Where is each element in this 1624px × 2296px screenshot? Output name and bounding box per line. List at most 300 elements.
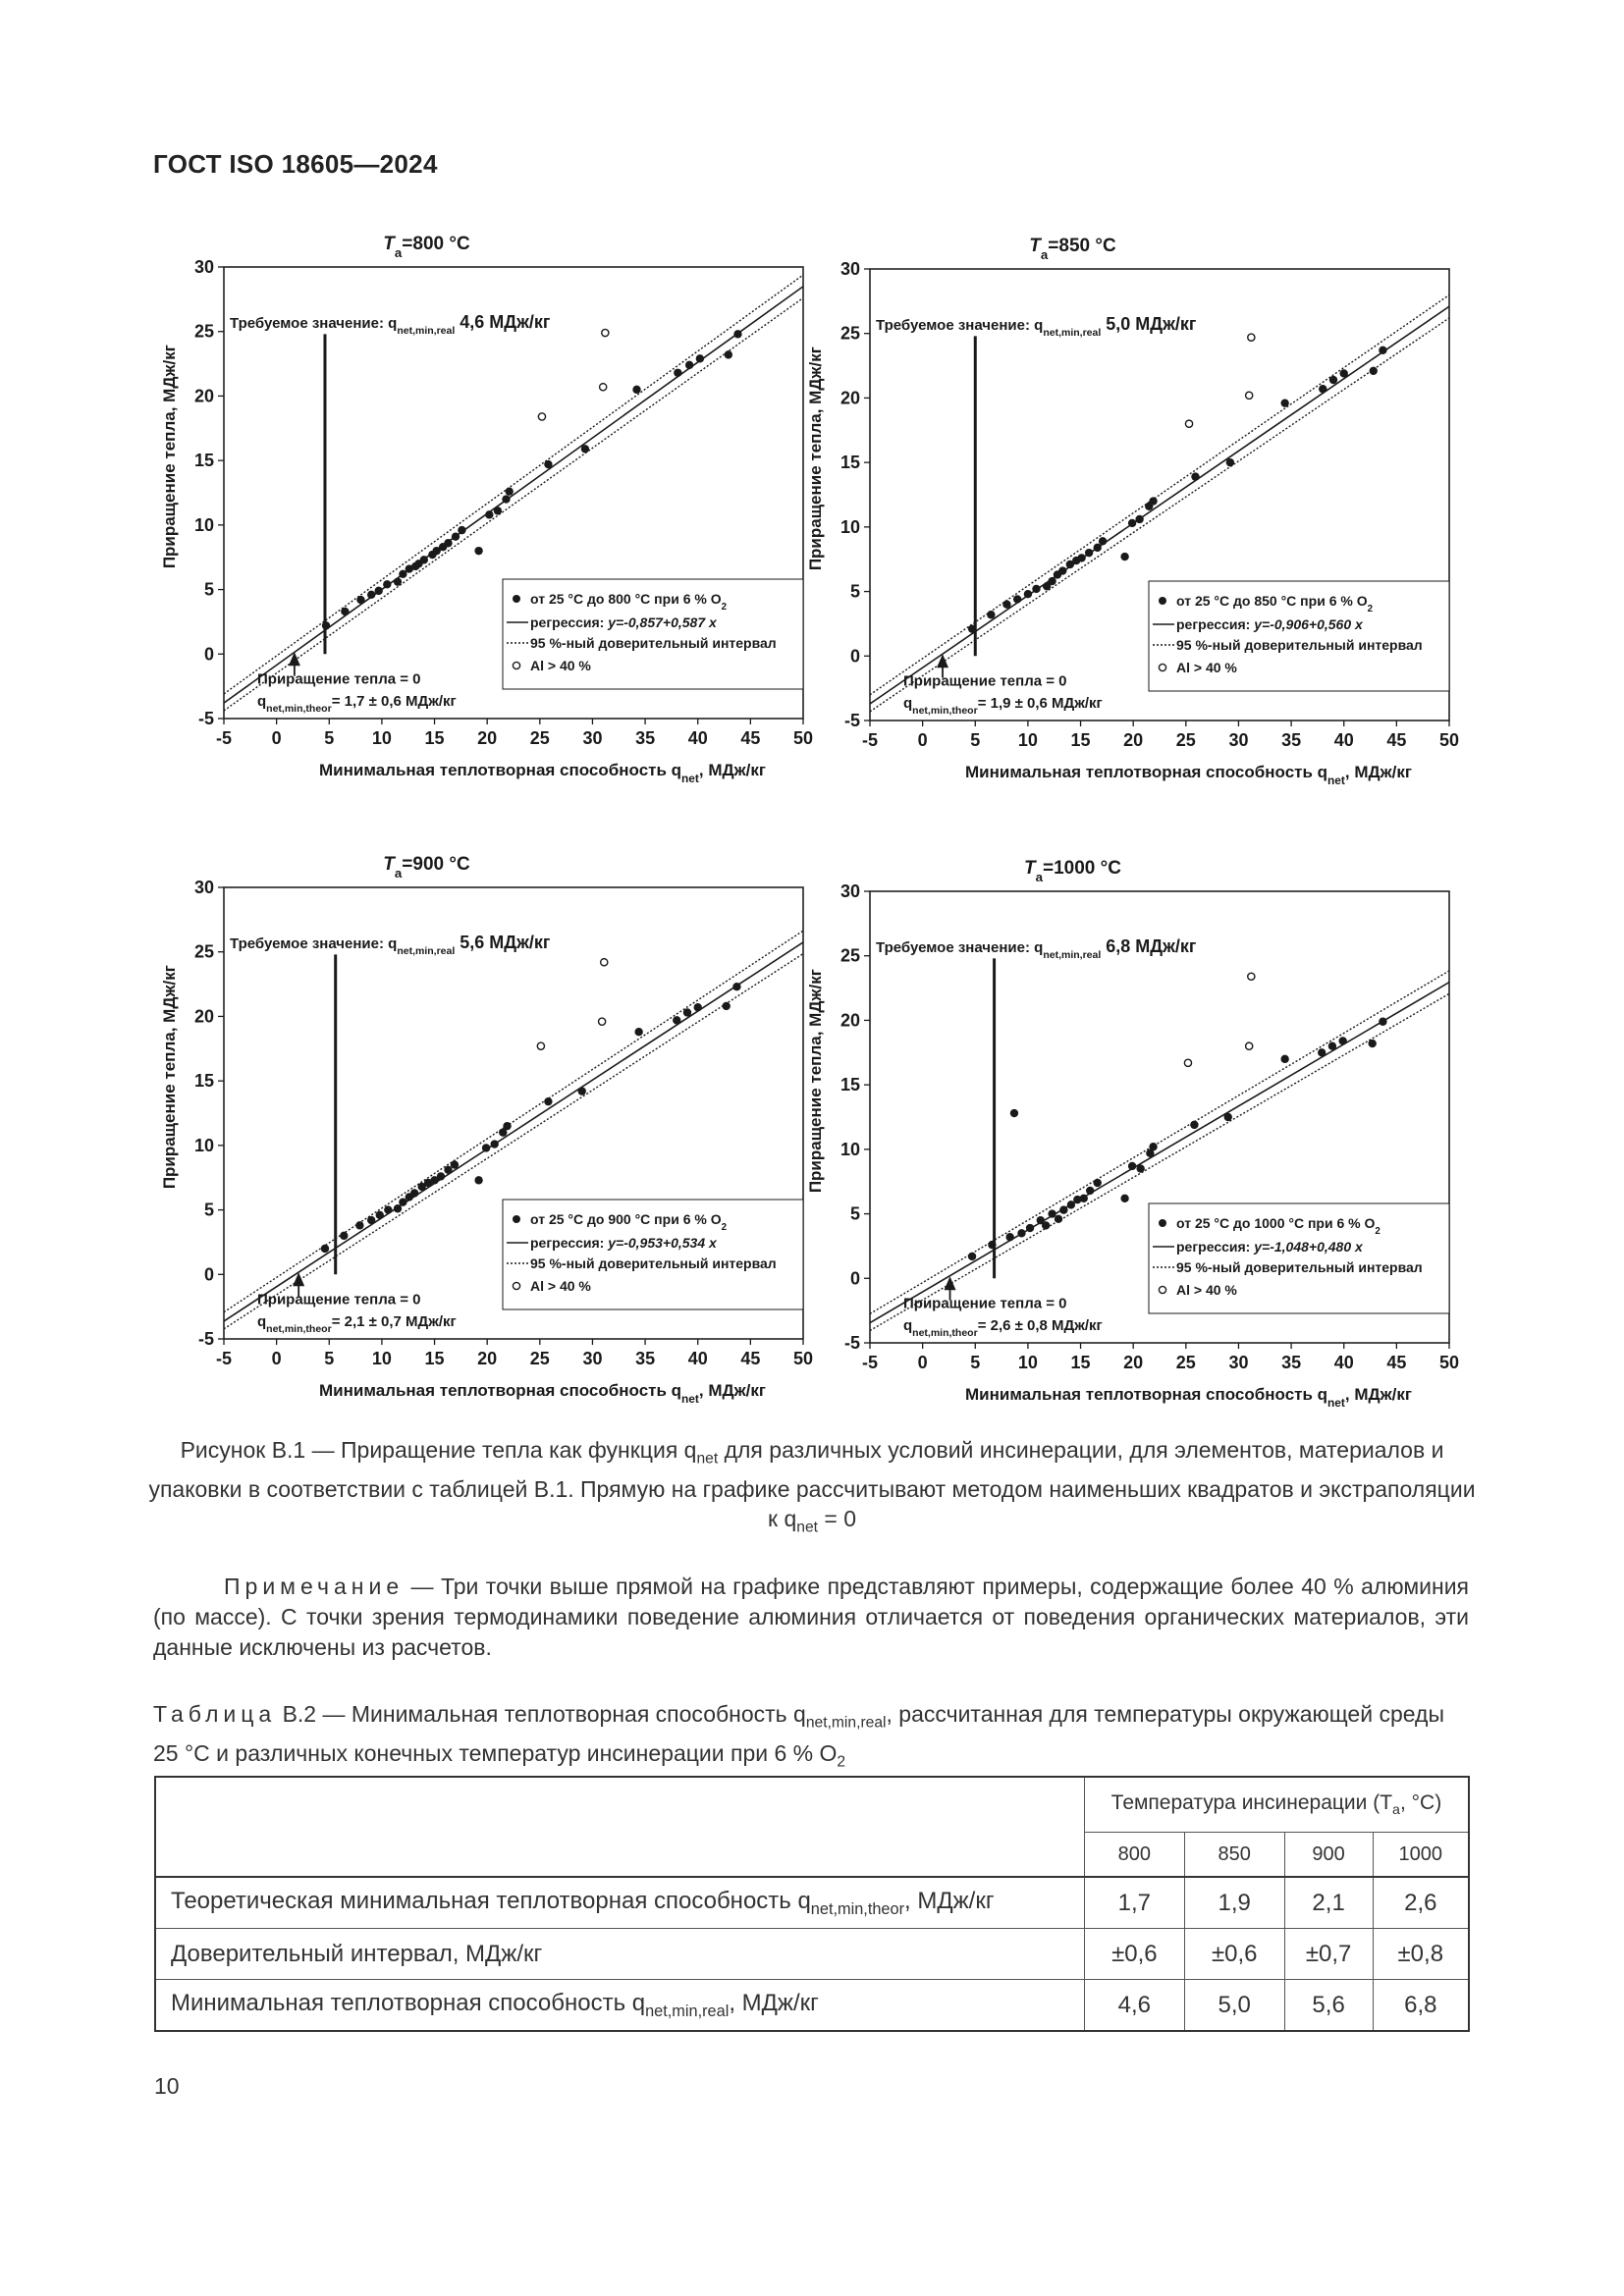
caption-part3: = 0 (817, 1505, 856, 1531)
chart-title-t: T (1029, 236, 1041, 256)
data-point (437, 1172, 445, 1180)
data-point (1319, 385, 1326, 393)
x-axis-label-text: Минимальная теплотворная способность q (965, 1385, 1328, 1404)
y-axis-label: Приращение тепла, МДж/кг (806, 969, 825, 1194)
data-point (968, 624, 976, 632)
required-sub: net,min,real (397, 944, 456, 957)
theor-text: = 1,7 ± 0,6 МДж/кг (331, 692, 457, 710)
data-point (1149, 497, 1157, 505)
required-value-label (876, 314, 1197, 339)
legend-regression-eq: y=-0,953+0,534 x (608, 1235, 717, 1251)
data-point (1368, 1040, 1376, 1047)
legend-regression-label (530, 1235, 718, 1251)
al-data-point (1248, 334, 1255, 341)
legend-al-marker (1159, 1286, 1165, 1293)
data-point (503, 1122, 511, 1130)
data-point (482, 1144, 490, 1151)
data-point (1120, 553, 1128, 561)
data-point (1013, 595, 1021, 603)
required-value-label (230, 312, 551, 337)
chart-svg-800 (157, 226, 844, 805)
x-axis-label-unit: , МДж/кг (1344, 1385, 1412, 1404)
al-data-point (602, 329, 609, 336)
data-point (694, 1003, 702, 1011)
data-point (1329, 376, 1337, 384)
x-tick-label: 35 (1281, 1353, 1302, 1372)
data-point (384, 1205, 392, 1213)
table-empty-header (155, 1777, 1084, 1877)
legend-points-text: от 25 °C до 850 °C при 6 % O (1176, 593, 1368, 609)
x-tick-label: 15 (424, 1349, 445, 1368)
y-tick-label: -5 (197, 1329, 214, 1349)
x-tick-label: 20 (1123, 730, 1144, 750)
data-point (544, 1097, 552, 1105)
data-point (1024, 590, 1032, 598)
required-prefix: Требуемое значение: q (876, 316, 1044, 334)
theor-label (903, 695, 1103, 717)
x-tick-label: 35 (1281, 730, 1302, 750)
x-tick-label: 50 (1438, 730, 1460, 750)
x-axis-label-unit: , МДж/кг (1344, 763, 1412, 781)
table-temperature-header (1084, 1777, 1469, 1833)
y-tick-label: 20 (839, 1010, 860, 1031)
note-label: Примечание (224, 1574, 405, 1599)
legend-point-marker (1159, 1219, 1166, 1227)
x-tick-label: 20 (477, 728, 498, 748)
y-axis-label: Приращение тепла, МДж/кг (806, 347, 825, 571)
x-tick-label: 50 (792, 728, 814, 748)
theor-prefix: q (257, 692, 267, 710)
legend-points-text: от 25 °C до 1000 °C при 6 % O (1176, 1215, 1376, 1231)
y-tick-label: 10 (193, 1135, 214, 1155)
x-axis-label (965, 763, 1412, 787)
data-point (341, 608, 349, 615)
legend-points-sub: 2 (1375, 1225, 1380, 1237)
legend-ci-label: 95 %-ный доверительный интервал (530, 635, 777, 651)
data-point (394, 1204, 402, 1212)
table-cell: 4,6 (1084, 1980, 1184, 2032)
table-caption-label: Таблица (153, 1701, 277, 1727)
legend-al-marker (1159, 664, 1165, 670)
data-point (1370, 367, 1378, 375)
y-tick-label: 5 (203, 579, 214, 600)
chart-title (383, 854, 470, 881)
data-point (374, 587, 382, 595)
table-cell: 1,7 (1084, 1877, 1184, 1929)
x-tick-label: 50 (1438, 1353, 1460, 1372)
x-tick-label: -5 (861, 730, 879, 750)
legend-points-sub: 2 (721, 1221, 728, 1233)
table-caption-sub1: net,min,real (805, 1714, 887, 1732)
data-point (1058, 566, 1066, 574)
data-point (321, 1245, 329, 1253)
data-point (322, 621, 330, 629)
data-point (683, 1008, 691, 1016)
caption-part2: для различных условий инсинерации, для элементов, материалов и упаковки в соответствии с таблицей B.1. Прямую на графике рассчитывают методом наименьших квадратов и экстраполяции к q (148, 1437, 1476, 1531)
legend-regression-label (530, 614, 718, 630)
x-tick-label: 20 (1123, 1353, 1144, 1372)
x-tick-label: 25 (529, 1349, 550, 1368)
legend-regression-prefix: регрессия: (530, 1235, 609, 1251)
x-tick-label: 0 (917, 1353, 928, 1372)
x-tick-label: -5 (861, 1353, 879, 1372)
x-axis-label (965, 1385, 1412, 1410)
x-tick-label: 50 (792, 1349, 814, 1368)
x-tick-label: 15 (1070, 730, 1091, 750)
table-cell: ±0,8 (1373, 1929, 1469, 1980)
table-cell: ±0,6 (1184, 1929, 1284, 1980)
data-point (1026, 1224, 1034, 1232)
y-tick-label: -5 (843, 711, 860, 730)
data-point (685, 361, 693, 369)
data-point (1318, 1048, 1326, 1056)
data-point (725, 350, 732, 358)
y-tick-label: 15 (193, 451, 214, 471)
x-tick-label: 0 (917, 730, 928, 750)
data-point (502, 495, 510, 503)
legend-al-marker (513, 1282, 519, 1289)
data-point (1032, 585, 1040, 593)
row-label-text: Минимальная теплотворная способность q (171, 1989, 646, 2016)
data-point (1017, 1229, 1025, 1237)
required-sub: net,min,real (1043, 948, 1102, 961)
x-tick-label: 45 (740, 728, 761, 748)
x-tick-label: 30 (1228, 1353, 1249, 1372)
data-point (506, 487, 514, 495)
theor-label (903, 1317, 1103, 1339)
page-number: 10 (154, 2073, 180, 2099)
document-header: ГОСТ ISO 18605—2024 (153, 149, 438, 179)
th-sub: a (1392, 1802, 1400, 1819)
y-tick-label: 30 (193, 257, 214, 277)
y-tick-label: 20 (193, 386, 214, 406)
legend-points-sub: 2 (1367, 603, 1374, 614)
data-point (968, 1253, 976, 1260)
y-tick-label: 25 (193, 321, 214, 342)
x-tick-label: 10 (1017, 730, 1038, 750)
table-caption-part2: , рассчитанная для температуры окружающей среды 25 °C и различных конечных температур инсинерации при 6 % O (153, 1701, 1444, 1766)
row-label (155, 1929, 1084, 1980)
data-point (1338, 1037, 1346, 1044)
data-point (634, 1028, 642, 1036)
y-tick-label: 0 (203, 1264, 214, 1285)
x-tick-label: 25 (529, 728, 550, 748)
chart-800 (157, 226, 844, 805)
data-point (1379, 347, 1386, 354)
x-tick-label: 5 (970, 1353, 981, 1372)
data-point (494, 507, 502, 514)
data-point (1226, 458, 1234, 466)
y-axis-label: Приращение тепла, МДж/кг (160, 345, 179, 569)
table-temp-800: 800 (1084, 1833, 1184, 1878)
data-point (452, 532, 460, 540)
legend-al-label: Al > 40 % (530, 1278, 591, 1294)
y-tick-label: 25 (193, 941, 214, 962)
x-tick-label: -5 (215, 728, 233, 748)
x-tick-label: 20 (477, 1349, 498, 1368)
legend-al-label: Al > 40 % (530, 658, 591, 673)
x-tick-label: 10 (371, 728, 392, 748)
data-point (1128, 1162, 1136, 1170)
y-tick-label: 5 (849, 1203, 860, 1224)
theor-text: = 2,1 ± 0,7 МДж/кг (331, 1312, 457, 1330)
y-tick-label: 0 (849, 646, 860, 667)
data-point (581, 445, 589, 453)
x-tick-label: 10 (371, 1349, 392, 1368)
chart-900 (157, 846, 844, 1425)
legend-regression-prefix: регрессия: (1176, 1239, 1255, 1255)
table-row (155, 1980, 1469, 2032)
y-tick-label: 30 (839, 881, 860, 901)
table-caption-part1: B.2 — Минимальная теплотворная способность q (276, 1701, 806, 1727)
data-point (1042, 1221, 1050, 1229)
x-tick-label: 30 (582, 1349, 603, 1368)
data-point (1048, 577, 1056, 585)
chart-title-rest: =850 °C (1048, 236, 1116, 256)
chart-850 (803, 228, 1490, 807)
data-point (696, 354, 704, 362)
al-data-point (1246, 392, 1253, 399)
x-axis-label-text: Минимальная теплотворная способность q (965, 763, 1328, 781)
chart-title-rest: =900 °C (402, 854, 470, 875)
data-point (1135, 515, 1143, 523)
chart-title-t: T (383, 854, 395, 875)
chart-title (383, 234, 470, 260)
legend-regression-prefix: регрессия: (1176, 616, 1255, 632)
y-tick-label: 0 (203, 644, 214, 665)
data-point (733, 330, 741, 338)
theor-label (257, 693, 457, 715)
table-temp-1000: 1000 (1373, 1833, 1469, 1878)
required-prefix: Требуемое значение: q (230, 314, 398, 332)
y-tick-label: 0 (849, 1268, 860, 1289)
y-tick-label: 10 (839, 1139, 860, 1159)
x-tick-label: 40 (687, 728, 708, 748)
data-point (1085, 549, 1093, 557)
legend-regression-eq: y=-0,906+0,560 x (1254, 616, 1363, 632)
x-axis-label (319, 1381, 766, 1406)
x-axis-label-sub: net (681, 772, 699, 785)
note-text: — Три точки выше прямой на графике представляют примеры, содержащие более 40 % алюминия (по массе). С точки зрения термодинамики поведение алюминия отличается от поведения органических материалов, эти данные исключены из расчетов. (153, 1574, 1469, 1660)
table-temp-850: 850 (1184, 1833, 1284, 1878)
chart-title (1024, 858, 1121, 884)
th-prefix: Температура инсинерации (T (1110, 1790, 1393, 1814)
data-point (1086, 1187, 1094, 1195)
x-axis-label-unit: , МДж/кг (698, 761, 766, 779)
data-point (1136, 1164, 1144, 1172)
data-point (367, 1216, 375, 1224)
data-point (340, 1232, 348, 1240)
theor-text: = 1,9 ± 0,6 МДж/кг (977, 694, 1103, 712)
theor-sub: net,min,theor (912, 1326, 978, 1339)
chart-title-t: T (383, 234, 395, 254)
results-table (154, 1776, 1470, 2032)
chart-title-t: T (1024, 858, 1036, 879)
x-axis-label-sub: net (681, 1392, 699, 1406)
y-tick-label: 20 (839, 388, 860, 408)
data-point (1010, 1109, 1018, 1117)
theor-sub: net,min,theor (912, 704, 978, 717)
table-cell: ±0,7 (1284, 1929, 1373, 1980)
row-label-text: Доверительный интервал, МДж/кг (171, 1940, 543, 1967)
x-tick-label: 45 (740, 1349, 761, 1368)
al-data-point (1185, 420, 1192, 427)
y-tick-label: 10 (839, 516, 860, 537)
y-tick-label: 5 (203, 1200, 214, 1220)
row-label-sub: net,min,theor (810, 1899, 905, 1918)
data-point (474, 547, 482, 555)
required-text: 5,6 МДж/кг (455, 932, 551, 952)
data-point (1328, 1042, 1336, 1050)
required-value-label (230, 933, 551, 957)
required-prefix: Требуемое значение: q (230, 934, 398, 952)
data-point (376, 1211, 384, 1219)
y-tick-label: 25 (839, 323, 860, 344)
table-cell: 1,9 (1184, 1877, 1284, 1929)
caption-sub2: net (796, 1519, 818, 1536)
table-cell: 5,6 (1284, 1980, 1373, 2032)
al-data-point (601, 959, 608, 966)
x-tick-label: 5 (324, 728, 335, 748)
chart-1000 (803, 850, 1490, 1429)
y-tick-label: 20 (193, 1006, 214, 1027)
y-tick-label: 30 (839, 259, 860, 279)
al-data-point (599, 1018, 606, 1025)
chart-title-rest: =800 °C (402, 234, 470, 254)
data-point (1005, 1233, 1013, 1241)
y-tick-label: 25 (839, 945, 860, 966)
legend-ci-label: 95 %-ный доверительный интервал (1176, 1259, 1423, 1275)
legend-ci-label: 95 %-ный доверительный интервал (1176, 637, 1423, 653)
x-tick-label: 15 (424, 728, 445, 748)
legend-regression-label (1176, 616, 1364, 632)
data-point (410, 1189, 418, 1197)
data-point (444, 539, 452, 547)
data-point (732, 983, 740, 990)
data-point (1149, 1143, 1157, 1150)
data-point (1080, 1195, 1088, 1202)
x-tick-label: 0 (271, 1349, 282, 1368)
data-point (485, 510, 493, 518)
data-point (1379, 1018, 1386, 1026)
x-tick-label: 0 (271, 728, 282, 748)
x-tick-label: 5 (324, 1349, 335, 1368)
theor-label (257, 1313, 457, 1335)
data-point (355, 1221, 363, 1229)
chart-title (1029, 236, 1116, 262)
data-point (722, 1002, 730, 1010)
y-axis-label: Приращение тепла, МДж/кг (160, 965, 179, 1190)
zero-heat-label: Приращение тепла = 0 (903, 672, 1067, 690)
data-point (1191, 472, 1199, 480)
figure-caption (147, 1435, 1477, 1542)
chart-title-sub: a (394, 244, 403, 260)
theor-arrow-head (289, 652, 300, 666)
table-row (155, 1929, 1469, 1980)
data-point (1002, 601, 1010, 609)
required-text: 5,0 МДж/кг (1101, 313, 1197, 334)
x-tick-label: 5 (970, 730, 981, 750)
data-point (1094, 1179, 1102, 1187)
table-caption-sub2: 2 (837, 1753, 846, 1771)
zero-heat-label: Приращение тепла = 0 (257, 670, 421, 688)
chart-svg-900 (157, 846, 844, 1425)
data-point (1340, 369, 1348, 377)
legend-al-marker (513, 662, 519, 668)
row-label-unit: , МДж/кг (904, 1887, 995, 1914)
theor-sub: net,min,theor (266, 702, 332, 715)
data-point (474, 1176, 482, 1184)
data-point (1280, 399, 1288, 406)
legend-regression-eq: y=-0,857+0,587 x (608, 614, 717, 630)
chart-title-rest: =1000 °C (1043, 858, 1121, 879)
legend-point-marker (513, 595, 520, 603)
table-cell: 5,0 (1184, 1980, 1284, 2032)
x-tick-label: 35 (635, 1349, 656, 1368)
legend-points-sub: 2 (721, 601, 728, 613)
theor-sub: net,min,theor (266, 1322, 332, 1335)
data-point (1099, 537, 1107, 545)
required-sub: net,min,real (397, 324, 456, 337)
x-axis-label-text: Минимальная теплотворная способность q (319, 761, 682, 779)
data-point (458, 526, 465, 534)
required-text: 4,6 МДж/кг (455, 311, 551, 332)
legend-points-text: от 25 °C до 800 °C при 6 % O (530, 591, 722, 607)
data-point (394, 577, 402, 585)
chart-title-sub: a (394, 865, 403, 881)
data-point (1128, 519, 1136, 527)
zero-heat-label: Приращение тепла = 0 (903, 1295, 1067, 1312)
data-point (1190, 1121, 1198, 1129)
legend-regression-label (1176, 1239, 1364, 1255)
data-point (451, 1160, 459, 1168)
row-label-text: Теоретическая минимальная теплотворная способность q (171, 1887, 811, 1914)
chart-title-sub: a (1040, 246, 1049, 262)
table-row (155, 1877, 1469, 1929)
data-point (1120, 1195, 1128, 1202)
y-tick-label: 5 (849, 581, 860, 602)
caption-sub1: net (696, 1450, 719, 1468)
data-point (383, 580, 391, 588)
x-tick-label: 35 (635, 728, 656, 748)
y-tick-label: 15 (839, 453, 860, 473)
y-tick-label: 15 (839, 1075, 860, 1095)
x-axis-label-sub: net (1327, 1396, 1345, 1410)
table-cell: ±0,6 (1084, 1929, 1184, 1980)
data-point (674, 369, 681, 377)
th-suffix: , °C) (1399, 1790, 1442, 1814)
note-paragraph (153, 1572, 1469, 1663)
data-point (420, 556, 428, 563)
legend-point-marker (513, 1215, 520, 1223)
table-cell: 2,6 (1373, 1877, 1469, 1929)
data-point (490, 1140, 498, 1148)
theor-text: = 2,6 ± 0,8 МДж/кг (977, 1316, 1103, 1334)
legend-al-label: Al > 40 % (1176, 660, 1237, 675)
x-axis-label (319, 761, 766, 785)
zero-heat-label: Приращение тепла = 0 (257, 1291, 421, 1308)
required-value-label (876, 936, 1197, 961)
y-tick-label: 30 (193, 878, 214, 897)
x-tick-label: 10 (1017, 1353, 1038, 1372)
x-tick-label: 40 (1333, 730, 1354, 750)
legend-regression-eq: y=-1,048+0,480 x (1254, 1239, 1363, 1255)
x-axis-label-unit: , МДж/кг (698, 1381, 766, 1400)
y-tick-label: 15 (193, 1071, 214, 1092)
table-temp-900: 900 (1284, 1833, 1373, 1878)
x-tick-label: 40 (1333, 1353, 1354, 1372)
theor-prefix: q (903, 694, 913, 712)
